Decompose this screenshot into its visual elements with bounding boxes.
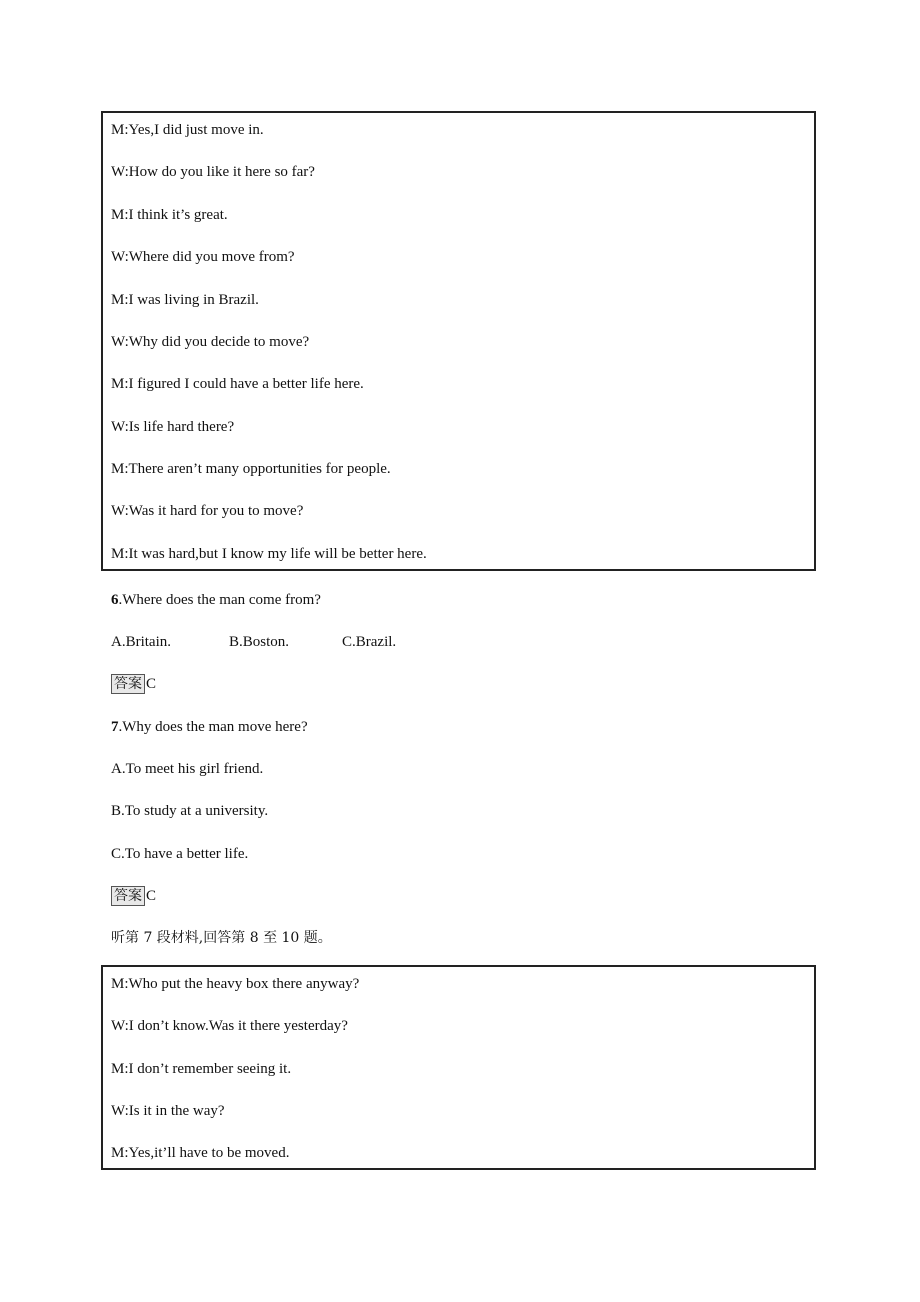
question-7-option-c: C.To have a better life. (111, 846, 249, 862)
question-6-option-c: C.Brazil. (342, 634, 397, 650)
dialogue-1-line: W:Where did you move from? (111, 249, 295, 265)
dialogue-1-line: M:I figured I could have a better life here. (111, 376, 364, 392)
dialogue-2-line: M:Yes,it’ll have to be moved. (111, 1145, 290, 1161)
dialogue-2-line: W:I don’t know.Was it there yesterday? (111, 1018, 348, 1034)
answer-value: C (146, 676, 157, 692)
section-instruction: 听第 7 段材料,回答第 8 至 10 题。 (111, 930, 332, 946)
question-7-option-a: A.To meet his girl friend. (111, 761, 264, 777)
dialogue-1-line: M:Yes,I did just move in. (111, 122, 264, 138)
question-7-number: 7 (111, 719, 119, 735)
answer-badge: 答案 (111, 674, 145, 694)
dialogue-1-line: W:Is life hard there? (111, 419, 235, 435)
question-7-option-b: B.To study at a university. (111, 803, 269, 819)
question-6 (111, 590, 321, 610)
question-6-answer (111, 674, 156, 694)
question-7-answer (111, 886, 156, 906)
question-6-number: 6 (111, 592, 119, 608)
question-6-option-a: A.Britain. (111, 634, 171, 650)
dialogue-1-line: M:There aren’t many opportunities for people. (111, 461, 391, 477)
question-7 (111, 717, 308, 737)
question-6-option-b: B.Boston. (229, 634, 290, 650)
dialogue-2-line: W:Is it in the way? (111, 1103, 225, 1119)
question-6-text: .Where does the man come from? (118, 592, 321, 608)
dialogue-1-line: W:How do you like it here so far? (111, 164, 315, 180)
dialogue-1-line: M:I think it’s great. (111, 207, 228, 223)
answer-badge: 答案 (111, 886, 145, 906)
question-7-text: .Why does the man move here? (118, 719, 308, 735)
dialogue-1-line: M:I was living in Brazil. (111, 292, 259, 308)
dialogue-2-line: M:I don’t remember seeing it. (111, 1061, 292, 1077)
answer-value: C (146, 888, 157, 904)
dialogue-2-line: M:Who put the heavy box there anyway? (111, 976, 360, 992)
dialogue-1-line: W:Was it hard for you to move? (111, 503, 304, 519)
dialogue-1-line: W:Why did you decide to move? (111, 334, 310, 350)
dialogue-1-line: M:It was hard,but I know my life will be better here. (111, 546, 427, 562)
